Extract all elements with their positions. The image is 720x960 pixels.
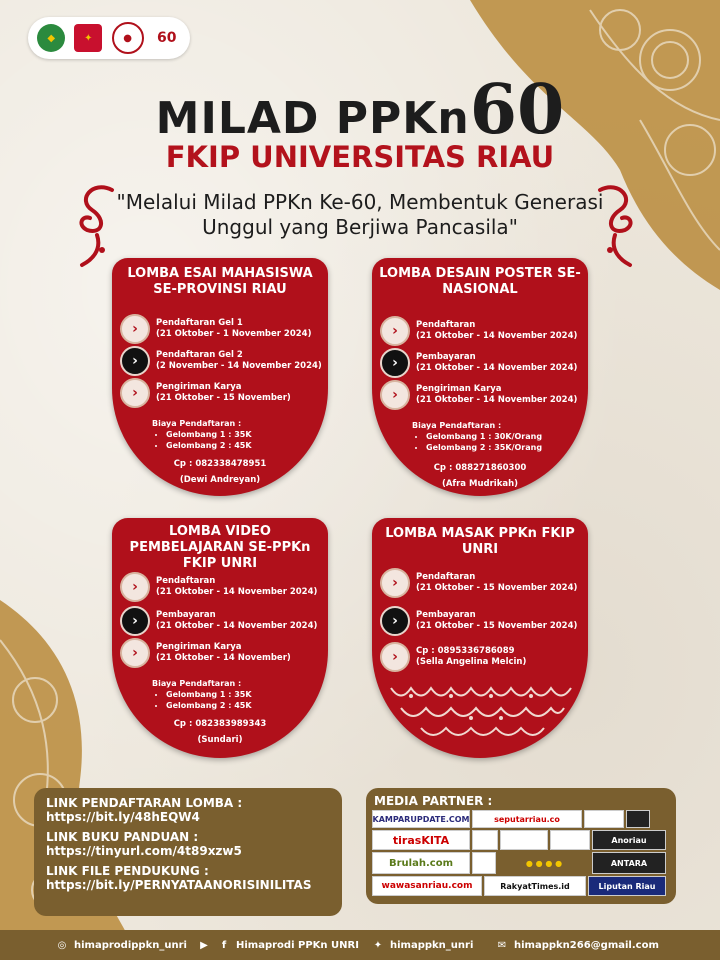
youtube-facebook-handle: Himaprodi PPKn UNRI (236, 939, 359, 951)
fee-item: • Gelombang 1 : 30K/Orang (426, 431, 542, 442)
title-milad: MILAD PPKn (155, 93, 470, 144)
chevron-right-icon: › (120, 572, 150, 602)
footer-instagram[interactable] (54, 937, 187, 953)
university-logo: ◆ (37, 24, 65, 52)
scallop-ornament (386, 678, 576, 748)
media-logo: Anoriau (592, 830, 666, 850)
theme-quote: "Melalui Milad PPKn Ke-60, Membentuk Generasi Unggul yang Berjiwa Pancasila" (116, 190, 604, 239)
cp-number: Cp : 082338478951 (173, 459, 267, 469)
fee-item: • Gelombang 2 : 45K (166, 440, 252, 451)
contact-person (372, 462, 588, 490)
twitter-handle: himappkn_unri (390, 939, 474, 951)
schedule-item (120, 638, 291, 668)
item-date: (21 Oktober - 14 November 2024) (416, 331, 578, 341)
schedule-item (380, 568, 577, 598)
schedule-item (120, 606, 317, 636)
media-logo (500, 830, 548, 850)
page-subtitle: FKIP UNIVERSITAS RIAU (165, 140, 555, 174)
chevron-right-icon: › (380, 380, 410, 410)
fee-item: • Gelombang 1 : 35K (166, 689, 252, 700)
contact-person (112, 458, 328, 486)
item-date: (21 Oktober - 1 November 2024) (156, 329, 312, 339)
card-lomba-desain-poster (372, 258, 588, 496)
item-date: (21 Oktober - 14 November 2024) (416, 363, 578, 373)
item-label: Pembayaran (416, 610, 476, 620)
media-logo: ● ● ● ● (498, 852, 590, 874)
chevron-right-icon: › (120, 346, 150, 376)
item-label: Pengiriman Karya (156, 382, 242, 392)
youtube-icon: ▶ (200, 939, 208, 951)
card-lomba-video (112, 518, 328, 758)
chevron-right-icon: › (380, 642, 410, 672)
media-partner-heading: MEDIA PARTNER : (374, 794, 493, 808)
item-date: (21 Oktober - 14 November) (156, 653, 291, 663)
schedule-item (380, 606, 577, 636)
footer-bar (0, 930, 720, 960)
schedule-item (380, 348, 577, 378)
media-logo (626, 810, 650, 828)
instagram-handle: himaprodippkn_unri (74, 939, 187, 951)
schedule-item (380, 316, 577, 346)
links-panel (34, 788, 342, 916)
card-lomba-masak (372, 518, 588, 758)
item-label: Pendaftaran (416, 572, 476, 582)
item-date: (21 Oktober - 15 November) (156, 393, 291, 403)
cp-name: (Afra Mudrikah) (441, 479, 519, 489)
chevron-right-icon: › (120, 378, 150, 408)
fee-label: Biaya Pendaftaran : (152, 679, 242, 688)
card-title: LOMBA DESAIN POSTER SE-NASIONAL (379, 266, 581, 297)
schedule-item (120, 346, 322, 376)
schedule-item (120, 378, 291, 408)
title-number: 60 (469, 70, 565, 150)
fee-item: • Gelombang 1 : 35K (166, 429, 252, 440)
schedule-item (380, 380, 577, 410)
item-date: (21 Oktober - 14 November 2024) (416, 395, 578, 405)
item-label: Pendaftaran Gel 1 (156, 318, 243, 328)
anniversary-60-logo: 60 (153, 24, 181, 52)
item-date: (21 Oktober - 15 November 2024) (416, 583, 578, 593)
fee-info (412, 420, 542, 453)
footer-twitter[interactable] (370, 937, 473, 953)
contact-person (112, 718, 328, 746)
media-logo: Brulah.com (372, 852, 470, 874)
fee-label: Biaya Pendaftaran : (412, 421, 502, 430)
media-logo: KAMPARUPDATE.COM (372, 810, 470, 828)
footer-email[interactable] (494, 937, 659, 953)
item-label: Pengiriman Karya (156, 642, 242, 652)
twitter-icon: ✦ (373, 939, 383, 951)
chevron-right-icon: › (120, 314, 150, 344)
media-logo: Liputan Riau (588, 876, 666, 896)
media-logo (472, 830, 498, 850)
link-guide-url[interactable]: https://tinyurl.com/4t89xzw5 (46, 844, 242, 858)
himaprodi-logo: ● (112, 22, 144, 54)
item-label: Pembayaran (156, 610, 216, 620)
schedule-item (120, 572, 317, 602)
item-label: Cp : 0895336786089 (416, 646, 515, 656)
logo-bar (28, 17, 190, 59)
cp-number: Cp : 082383989343 (173, 719, 267, 729)
card-title: LOMBA MASAK PPKn FKIP UNRI (385, 526, 575, 557)
item-label: Pendaftaran (156, 576, 216, 586)
schedule-item (380, 642, 526, 672)
link-registration-label: LINK PENDAFTARAN LOMBA : (46, 796, 243, 810)
cp-name: (Sundari) (197, 735, 243, 745)
link-support-label: LINK FILE PENDUKUNG : (46, 864, 209, 878)
cp-name: (Dewi Andreyan) (179, 475, 261, 485)
chevron-right-icon: › (380, 606, 410, 636)
email-address: himappkn266@gmail.com (514, 939, 659, 951)
facebook-icon: f (221, 939, 227, 951)
media-logo: tirasKITA (372, 830, 470, 850)
chevron-right-icon: › (120, 638, 150, 668)
media-logo: RakyatTimes.id (484, 876, 586, 896)
card-lomba-esai (112, 258, 328, 496)
media-logo (584, 810, 624, 828)
media-logo (550, 830, 590, 850)
chevron-right-icon: › (380, 316, 410, 346)
item-date: (21 Oktober - 15 November 2024) (416, 621, 578, 631)
media-logo: seputarriau.co (472, 810, 582, 828)
link-guide-label: LINK BUKU PANDUAN : (46, 830, 199, 844)
fee-info (152, 418, 252, 451)
item-date: (21 Oktober - 14 November 2024) (156, 621, 318, 631)
fee-item: • Gelombang 2 : 45K (166, 700, 252, 711)
media-partner-panel (366, 788, 676, 904)
chevron-right-icon: › (120, 606, 150, 636)
garuda-logo: ✦ (74, 24, 102, 52)
page-title (0, 70, 720, 150)
item-date: (21 Oktober - 14 November 2024) (156, 587, 318, 597)
mail-icon: ✉ (497, 939, 507, 951)
cp-number: Cp : 088271860300 (433, 463, 527, 473)
media-logo: ANTARA (592, 852, 666, 874)
item-label: Pengiriman Karya (416, 384, 502, 394)
schedule-item (120, 314, 311, 344)
item-date: (Sella Angelina Melcin) (416, 657, 527, 667)
chevron-right-icon: › (380, 568, 410, 598)
item-label: Pendaftaran Gel 2 (156, 350, 243, 360)
instagram-icon: ◎ (57, 939, 67, 951)
item-label: Pembayaran (416, 352, 476, 362)
footer-youtube-facebook[interactable] (196, 937, 359, 953)
item-date: (2 November - 14 November 2024) (156, 361, 322, 371)
link-support-url[interactable]: https://bit.ly/PERNYATAANORISINILITAS (46, 878, 312, 892)
chevron-right-icon: › (380, 348, 410, 378)
fee-label: Biaya Pendaftaran : (152, 419, 242, 428)
media-logo: wawasanriau.com (372, 876, 482, 896)
card-title: LOMBA ESAI MAHASISWA SE-PROVINSI RIAU (127, 266, 313, 297)
media-logo (472, 852, 496, 874)
link-registration-url[interactable]: https://bit.ly/48hEQW4 (46, 810, 200, 824)
fee-item: • Gelombang 2 : 35K/Orang (426, 442, 542, 453)
fee-info (152, 678, 252, 711)
item-label: Pendaftaran (416, 320, 476, 330)
card-title: LOMBA VIDEO PEMBELAJARAN SE-PPKn FKIP UNRI (129, 524, 311, 571)
